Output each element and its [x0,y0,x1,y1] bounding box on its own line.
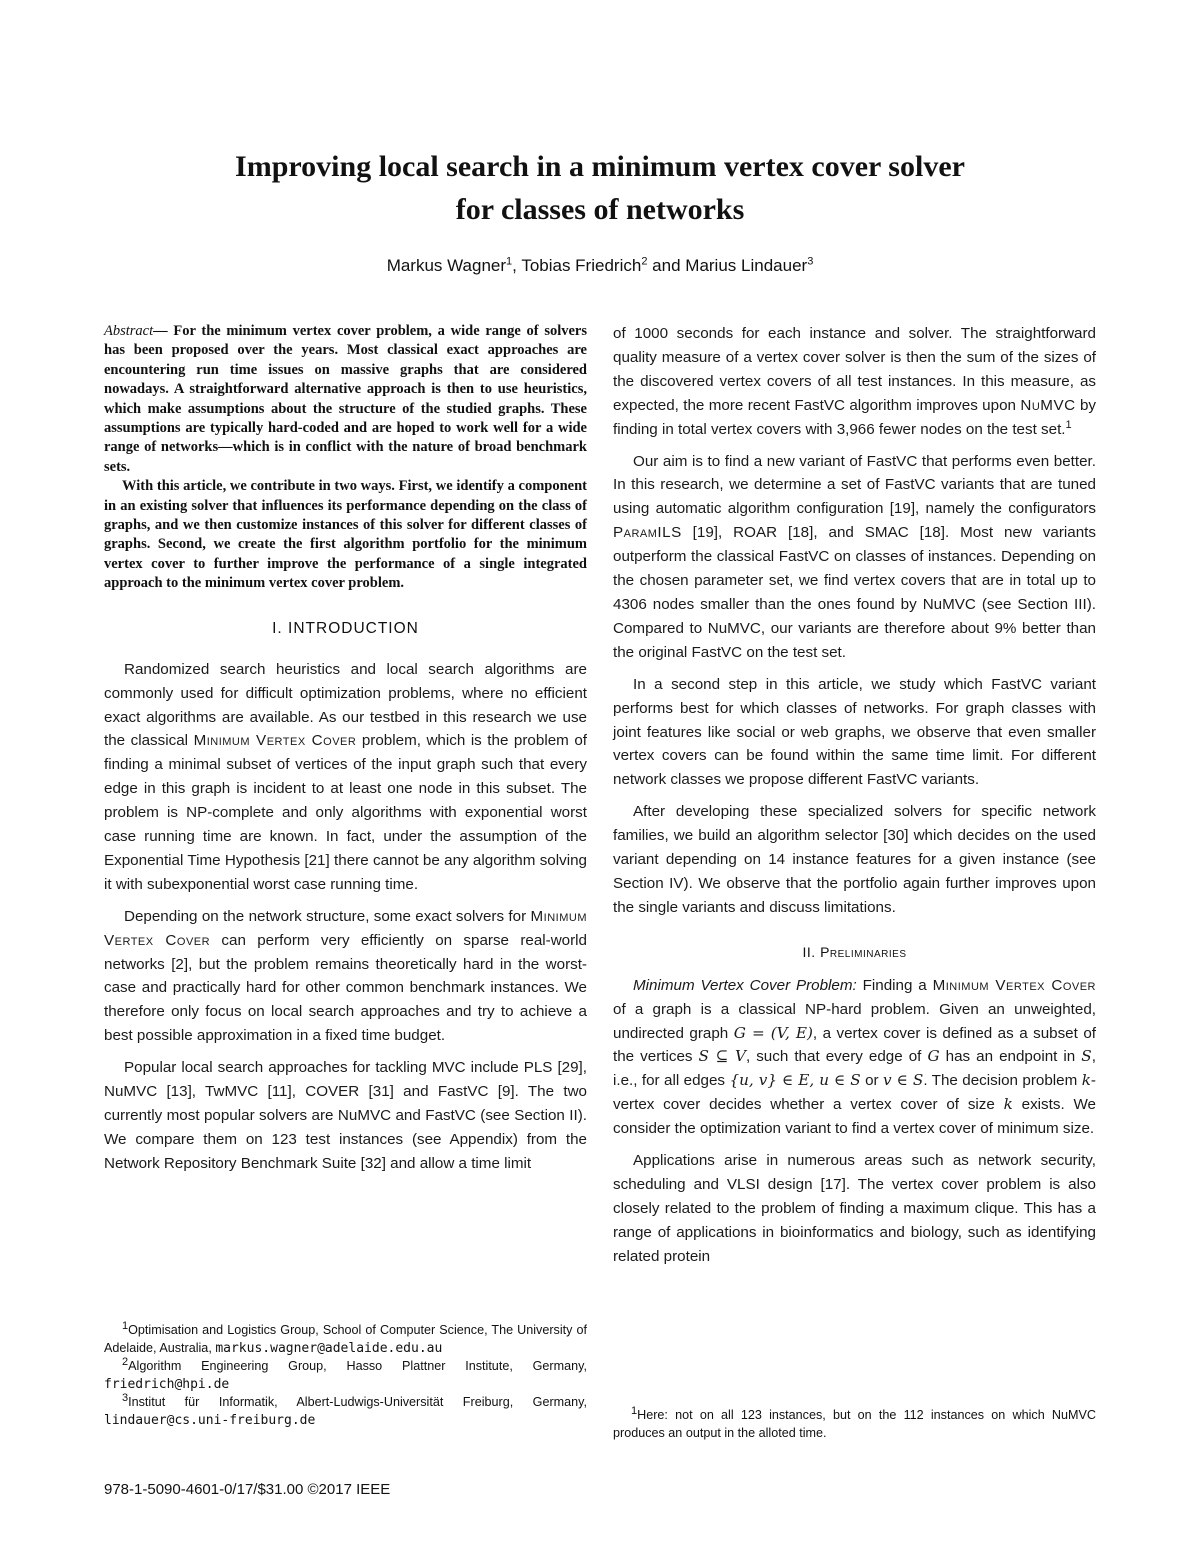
paragraph [613,450,1096,665]
section-heading-introduction: I. INTRODUCTION [272,619,419,637]
paragraph [104,658,587,897]
author-name: Markus Wagner [386,256,507,275]
math-expression: v ∈ S [883,1071,924,1090]
footnote [104,1355,587,1393]
abstract-paragraph: Abstract— For the minimum vertex cover problem, a wide range of solvers has been proposed over the years. Most classical exact approaches are encountering run time issues on massive graphs that are considered nowadays. A straightforward alternative approach is then to use heuristics, which make assumptions about the structure of the studied graphs. These assumptions are typically hard-coded and are hoped to work well for a wide range of networks—which is in conflict with the nature of broad benchmark sets. [104,323,588,475]
footnote-number: 1 [631,1404,638,1417]
text-run: Finding a [862,976,927,994]
math-expression: G [927,1047,940,1066]
title-line-1: Improving local search in a minimum vertex cover solver [235,150,965,183]
author-affiliation-mark: 1 [506,255,513,268]
copyright-notice: 978-1-5090-4601-0/17/$31.00 ©2017 IEEE [104,1481,391,1498]
abstract-label: Abstract [104,323,154,339]
footnote-number: 1 [122,1319,129,1332]
paragraph [613,974,1096,1141]
heading-text: II. Preliminaries [802,943,907,960]
section-heading-preliminaries [613,944,1096,960]
introduction-body [104,658,587,1176]
footnote-number: 3 [122,1391,129,1404]
title-line-2: for classes of networks [455,193,745,226]
paragraph-label: Minimum Vertex Cover Problem: [633,976,857,994]
footnote-text: Algorithm Engineering Group, Hasso Plattner Institute, Germany, [128,1359,587,1373]
footnote-number: 2 [122,1355,129,1368]
math-expression: S [1081,1047,1092,1066]
abstract [104,322,587,594]
text-run: can perform very efficiently on sparse real-world networks [2], but the problem remains theoretically hard in the worst-case and practically hard for other common benchmark instances. We therefore only focus on local search approaches and try to achieve a best possible approximation in a fixed time budget. [104,931,588,1045]
text-run: exists. We consider the optimization variant to find a vertex cover of minimum size. [613,1096,1096,1138]
paragraph: Popular local search approaches for tackling MVC include PLS [29], NuMVC [13], TwMVC [11], COVER [31] and FastVC [9]. The two currently most popular solvers are NuMVC and FastVC (see Section II). We compare them on 123 test instances (see Appendix) from the Network Repository Benchmark Suite [32] and allow a time limit [104,1059,587,1172]
paragraph: Applications arise in numerous areas such as network security, scheduling and VLSI design [17]. The vertex cover problem is also closely related to the problem of finding a maximum clique. This has a range of applications in bioinformatics and biology, such as identifying related protein [613,1152,1096,1265]
author-affiliation-mark: 3 [807,255,814,268]
configurator-name: ParamILS [613,524,682,542]
text-run: or [865,1072,879,1090]
paragraph: After developing these specialized solvers for specific network families, we build an algorithm selector [30] which decides on the used variant depending on 14 instance features for a given instance (see Section IV). We observe that the portfolio again further improves upon the single variants and discuss limitations. [613,803,1096,916]
author-name: Marius Lindauer [685,256,808,275]
math-expression: k [1081,1071,1091,1090]
author-list: Markus Wagner$^1$, Tobias Friedrich$^2$ and Marius Lindauer$^3$ [386,255,814,275]
abstract-text: For the minimum vertex cover problem, a wide range of solvers has been proposed over the years. Most classical exact approaches are encountering run time issues on massive graphs that are considered nowadays. A straightforward alternative approach is then to use heuristics, which make assumptions about the structure of the studied graphs. These assumptions are typically hard-coded and are hoped to work well for a wide range of networks—which is in conflict with the nature of broad benchmark sets. [104,323,588,475]
paragraph [104,905,587,1048]
math-expression: k [1003,1095,1013,1114]
problem-name: Minimum Vertex Cover [104,907,587,949]
footnote-mark: 1 [1065,418,1072,431]
text-run: problem, which is the problem of finding a minimal subset of vertices of the input graph such that every edge in this graph is incident to at least one node in this subset. The problem is NP-complete and only algorithms with exponential worst case running time are known. In fact, under the assumption of the Exponential Time Hypothesis [21] there cannot be any algorithm solving it with subexponential worst case running time. [104,732,587,893]
text-run: of 1000 seconds for each instance and solver. The straightforward quality measure of a vertex cover solver is then the sum of the sizes of the discovered vertex covers of all test instances. In this measure, as expected, the more recent FastVC algorithm improves upon [613,325,1096,414]
footnote [104,1319,587,1357]
solver-name: NuMVC [1020,396,1076,414]
paragraph [613,322,1096,442]
footnote-text: Optimisation and Logistics Group, School of Computer Science, The University of Adelaide, Australia, [104,1323,587,1355]
text-run: of a graph is a classical NP-hard problem. Given an unweighted, undirected graph [613,1000,1096,1042]
problem-name: Minimum Vertex Cover [193,732,357,750]
text-run: . The decision problem [923,1072,1078,1090]
math-expression: G = (V, E) [733,1023,813,1042]
footnote-text: Here: not on all 123 instances, but on the 112 instances on which NuMVC produces an output in the alloted time. [613,1408,1096,1440]
text-run: Randomized search heuristics and local search algorithms are commonly used for difficult optimization problems, where no efficient exact algorithms are available. As our testbed in this research we use the classical [104,660,587,750]
text-run: -vertex cover decides whether a vertex cover of size [613,1072,1096,1114]
text-run: , such that every edge of [745,1048,922,1066]
author-conjunction: and [652,256,681,275]
footnote [104,1391,587,1429]
text-run: by finding in total vertex covers with 3,966 fewer nodes on the test set. [613,396,1096,438]
text-run: Our aim is to find a new variant of FastVC that performs even better. In this research, we determine a set of FastVC variants that are tuned using automatic algorithm configuration [19], namely the configurators [613,452,1096,518]
author-name: Tobias Friedrich [521,256,642,275]
problem-name: Minimum Vertex Cover [932,976,1096,994]
text-run: has an endpoint in [945,1048,1076,1066]
introduction-body-continued [613,322,1096,920]
affiliation-footnotes [104,1319,587,1430]
page-footnote [613,1404,1096,1442]
right-column [613,322,1096,1269]
text-run: , a vertex cover is defined as a subset of the vertices [613,1024,1096,1066]
left-column [104,322,587,1176]
abstract-paragraph: With this article, we contribute in two ways. First, we identify a component in an existing solver that influences its performance depending on the class of graphs, and we then customize instances of this solver for different classes of graphs. Second, we create the first algorithm portfolio for the minimum vertex cover to further improve the performance of a single integrated approach to the minimum vertex cover problem. [104,478,587,592]
footnote [613,1404,1096,1442]
paper-title [100,145,1100,231]
preliminaries-body [613,974,1096,1269]
text-run: [19], ROAR [18], and SMAC [18]. Most new variants outperform the classical FastVC on classes of instances. Depending on the chosen parameter set, we find vertex covers that are in total up to 4306 nodes smaller than the ones found by NuMVC (see Section III). Compared to NuMVC, our variants are therefore about 9% better than the original FastVC on the test set. [613,524,1096,661]
author-email-link[interactable]: lindauer@cs.uni-freiburg.de [104,1412,316,1428]
paragraph: In a second step in this article, we study which FastVC variant performs best for which classes of networks. For graph classes with joint features like social or web graphs, we observe that even smaller vertex covers can be found within the same time limit. For different network classes we propose different FastVC variants. [613,675,1096,789]
math-expression: S ⊆ V [698,1047,746,1066]
text-run: , i.e., for all edges [613,1048,1096,1090]
author-email-link[interactable]: friedrich@hpi.de [104,1376,230,1392]
footnote-text: Institut für Informatik, Albert-Ludwigs-Universität Freiburg, Germany, [128,1395,587,1409]
math-expression: {u, v} ∈ E, u ∈ S [729,1071,861,1090]
author-email-link[interactable]: markus.wagner@adelaide.edu.au [215,1340,443,1356]
author-affiliation-mark: 2 [641,255,648,268]
text-run: Depending on the network structure, some exact solvers for [124,907,527,925]
